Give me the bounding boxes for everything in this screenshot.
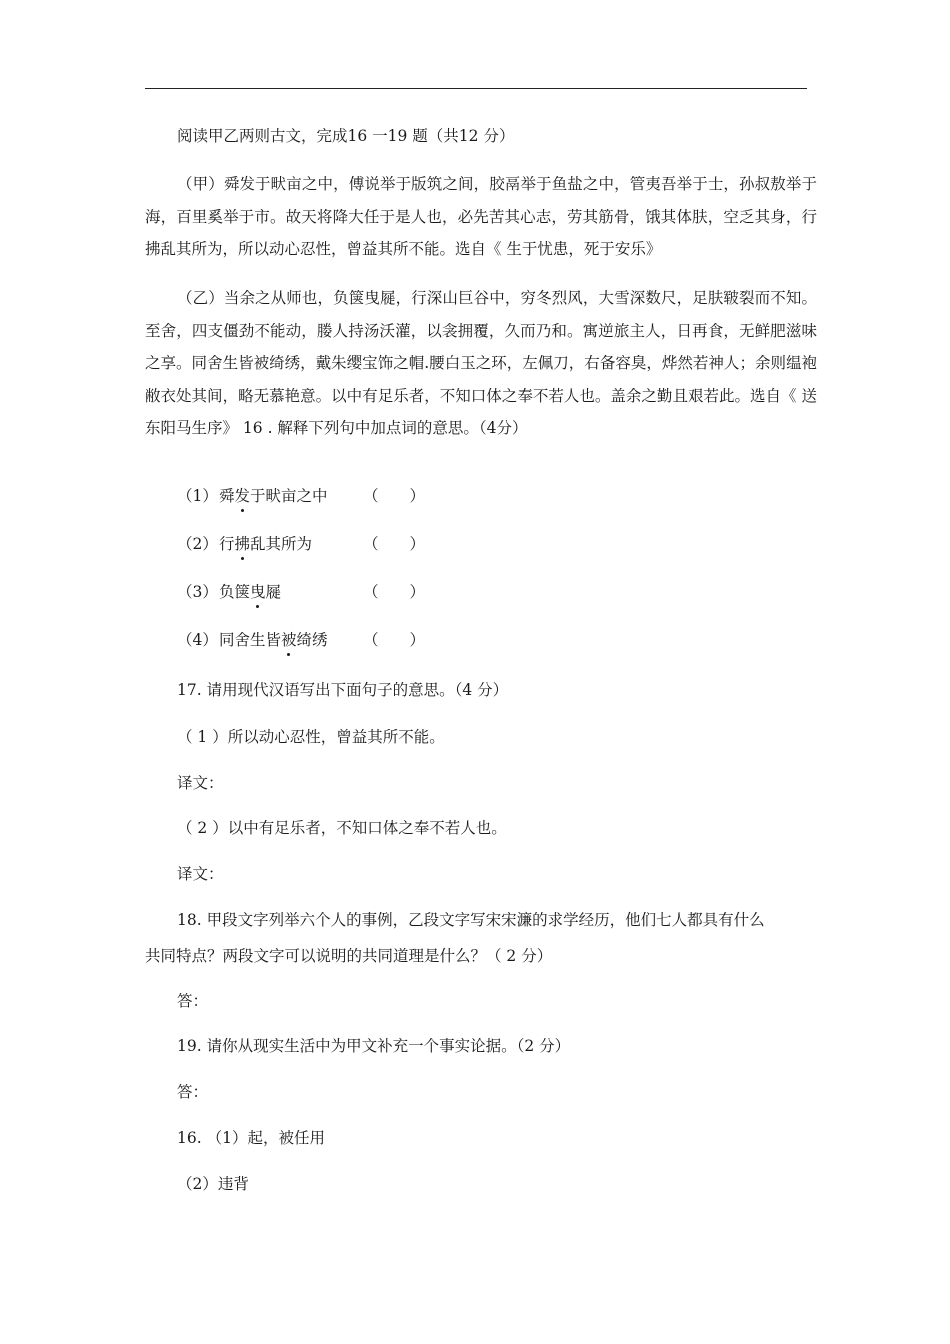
dotted-word: 被 [281, 628, 297, 652]
q16-item-4 [177, 628, 425, 652]
q18-answer-label: 答： [177, 992, 209, 1010]
answer-blank: （ ） [363, 631, 426, 649]
q16-item-1 [177, 484, 425, 508]
q17-title: 17. 请用现代汉语写出下面句子的意思。（4 分） [177, 681, 509, 699]
item-sentence: 舜发于畎亩之中 [219, 484, 363, 508]
passage-yi [145, 282, 817, 445]
answer-blank: （ ） [363, 535, 426, 553]
q17-translation-1-label: 译文： [177, 774, 224, 792]
answer-16-2: （2）违背 [177, 1175, 249, 1193]
item-number: （1） [177, 487, 218, 505]
q17-translation-2-label: 译文： [177, 865, 224, 883]
q19-title: 19. 请你从现实生活中为甲文补充一个事实论据。（2 分） [177, 1037, 571, 1055]
passage-jia-text: （甲）舜发于畎亩之中，傅说举于版筑之间，胶鬲举于鱼盐之中，管夷吾举于士，孙叔敖举于海，百里奚举于市。故天将降大任于是人也，必先苦其心志，劳其筋骨，饿其体肤，空乏其身，行拂乱其所为，所以动心忍性，曾益其所不能。选自《 生于忧患，死于安乐》 [145, 175, 817, 258]
intro-line: 阅读甲乙两则古文，完成16 一19 题（共12 分） [177, 127, 515, 145]
item-sentence: 负箧曳屣 [219, 580, 363, 604]
passage-jia [145, 168, 817, 266]
q17-sentence-2: （ 2 ）以中有足乐者，不知口体之奉不若人也。 [177, 819, 507, 837]
item-number: （4） [177, 631, 218, 649]
answer-blank: （ ） [363, 583, 426, 601]
q18-line-1: 18. 甲段文字列举六个人的事例，乙段文字写宋宋濂的求学经历，他们七人都具有什么 [177, 911, 765, 929]
header-rule [145, 88, 807, 89]
q18-line-2: 共同特点？两段文字可以说明的共同道理是什么？（ 2 分） [145, 947, 553, 965]
passage-yi-text: （乙）当余之从师也，负箧曳屣，行深山巨谷中，穷冬烈风，大雪深数尺，足肤皲裂而不知。至舍，四支僵劲不能动，媵人持汤沃灌，以衾拥覆，久而乃和。寓逆旅主人，日再食，无鲜肥滋味之享。同舍生皆被绮绣，戴朱缨宝饰之帽.腰白玉之环，左佩刀，右备容臭，烨然若神人；余则缊袍敝衣处其间，略无慕艳意。以中有足乐者，不知口体之奉不若人也。盖余之勤且艰若此。选自《 送东阳马生序》 16 . 解释下列句中加点词的意思。（4分） [145, 289, 817, 437]
dotted-word: 拂 [235, 532, 251, 556]
q16-item-2 [177, 532, 425, 556]
dotted-word: 发 [235, 484, 251, 508]
q19-answer-label: 答： [177, 1083, 209, 1101]
dotted-word: 曳 [250, 580, 266, 604]
item-number: （3） [177, 583, 218, 601]
item-sentence: 同舍生皆被绮绣 [219, 628, 363, 652]
item-number: （2） [177, 535, 218, 553]
q17-sentence-1: （ 1 ）所以动心忍性，曾益其所不能。 [177, 728, 445, 746]
answer-16-1: 16. （1）起，被任用 [177, 1129, 325, 1147]
item-sentence: 行拂乱其所为 [219, 532, 363, 556]
q16-item-3 [177, 580, 425, 604]
answer-blank: （ ） [363, 487, 426, 505]
